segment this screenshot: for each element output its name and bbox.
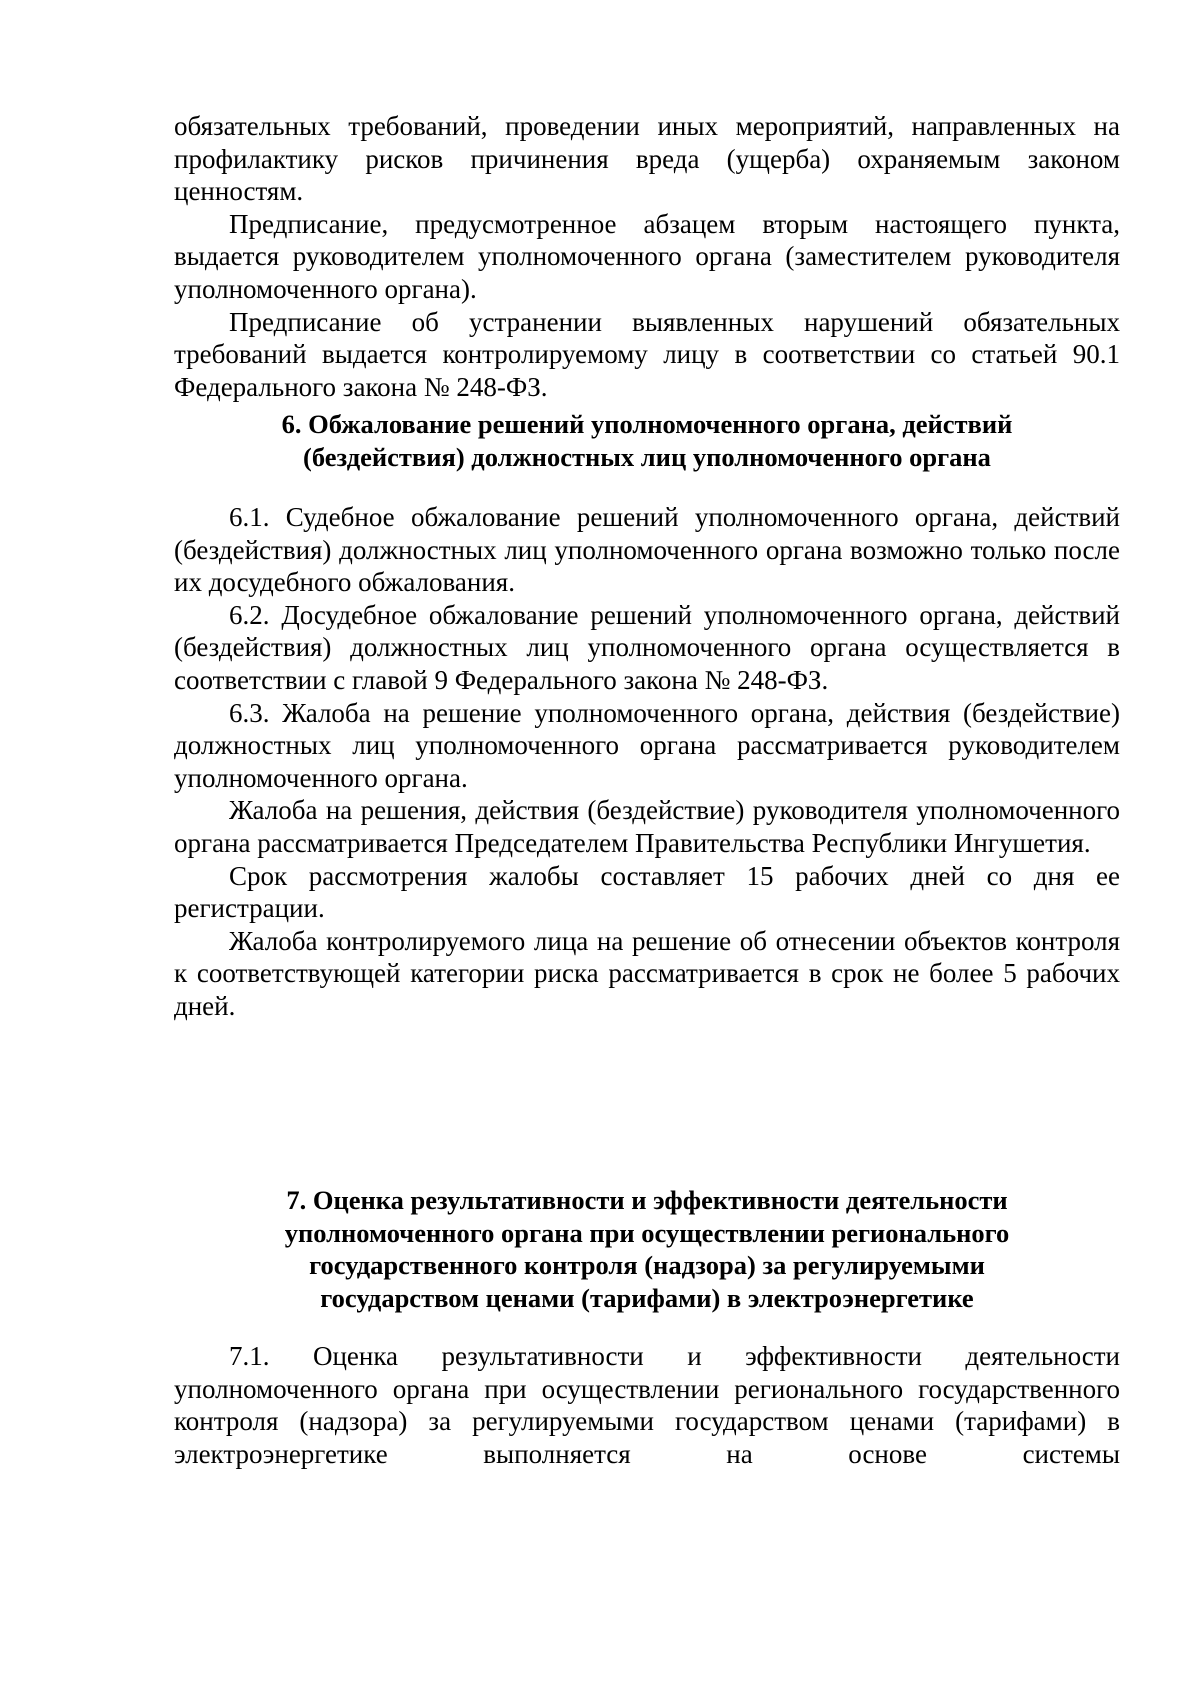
paragraph: Жалоба контролируемого лица на решение об отнесении объектов контроля к соответствующей категории риска рассматривается в срок не более 5 рабочих дней. xyxy=(174,925,1120,1021)
paragraph: 7.1. Оценка результативности и эффективности деятельности уполномоченного органа при осуществлении регионального государственного контроля (надзора) за регулируемыми государством ценами (тарифами) в электроэнергетике выполняется на основе системы xyxy=(174,1341,1120,1469)
heading-line: 7. Оценка результативности и эффективности деятельности xyxy=(286,1185,1008,1215)
section-7-body xyxy=(174,1340,1120,1470)
heading-line: уполномоченного органа при осуществлении регионального xyxy=(284,1217,1010,1248)
paragraph: Срок рассмотрения жалобы составляет 15 рабочих дней со дня ее регистрации. xyxy=(174,860,1120,924)
section-6-body xyxy=(174,501,1120,1023)
heading-line: 6. Обжалование решений уполномоченного органа, действий xyxy=(281,409,1013,439)
section-7-heading xyxy=(174,1184,1120,1314)
paragraph: Жалоба на решения, действия (бездействие) руководителя уполномоченного органа рассматривается Председателем Правительства Республики Ингушетия. xyxy=(174,795,1120,858)
paragraph: обязательных требований, проведении иных мероприятий, направленных на профилактику рисков причинения вреда (ущерба) охраняемым законом ценностям. xyxy=(174,111,1120,207)
section-6-heading xyxy=(174,408,1120,473)
paragraph: Предписание об устранении выявленных нарушений обязательных требований выдается контролируемому лицу в соответствии со статьей 90.1 Федерального закона № 248-ФЗ. xyxy=(174,306,1120,402)
text-block-prescriptions xyxy=(174,110,1120,403)
paragraph: 6.1. Судебное обжалование решений уполномоченного органа, действий (бездействия) должностных лиц уполномоченного органа возможно только после их досудебного обжалования. xyxy=(174,502,1120,598)
paragraph: 6.3. Жалоба на решение уполномоченного органа, действия (бездействие) должностных лиц уполномоченного органа рассматривается руководителем уполномоченного органа. xyxy=(174,697,1120,793)
heading-line: государством ценами (тарифами) в электроэнергетике xyxy=(320,1282,974,1313)
paragraph: 6.2. Досудебное обжалование решений уполномоченного органа, действий (бездействия) должностных лиц уполномоченного органа осуществляется в соответствии с главой 9 Федерального закона № 248-ФЗ. xyxy=(174,599,1120,695)
paragraph: Предписание, предусмотренное абзацем вторым настоящего пункта, выдается руководителем уполномоченного органа (заместителем руководителя уполномоченного органа). xyxy=(174,208,1120,304)
heading-line: (бездействия) должностных лиц уполномоченного органа xyxy=(303,441,991,472)
heading-line: государственного контроля (надзора) за регулируемыми xyxy=(309,1250,985,1281)
